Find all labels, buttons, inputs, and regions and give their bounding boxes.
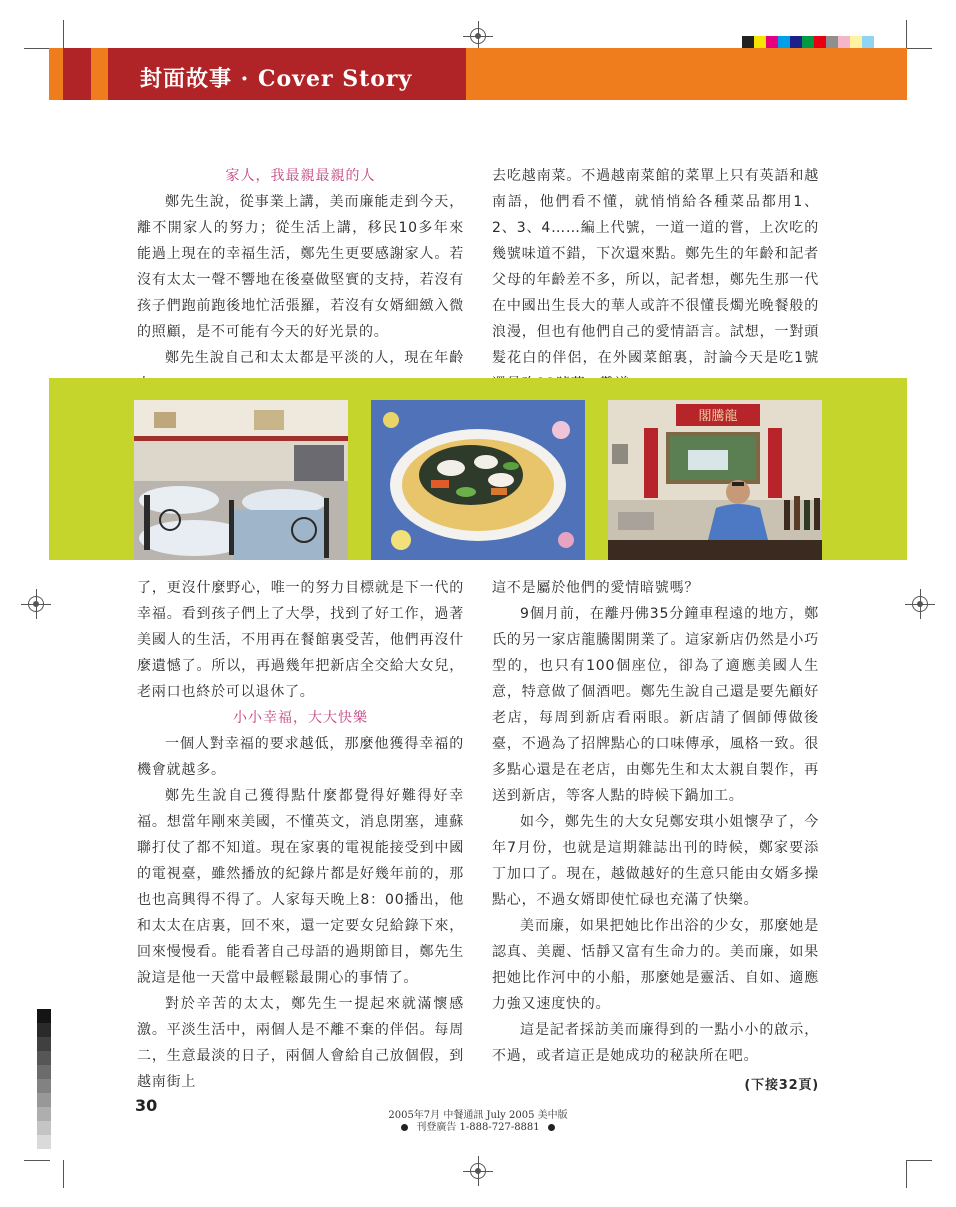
gray-swatch [37,1079,51,1093]
registration-mark-icon [28,596,44,612]
left-column-bottom [137,575,464,1095]
gray-swatch [37,1051,51,1065]
paragraph: 美而廉，如果把她比作出浴的少女，那麼她是認真、美麗、恬靜又富有生命力的。美而廉，如果把她比作河中的小船，那麼她是靈活、自如、適應力強又速度快的。 [492,918,819,1012]
color-swatch [814,36,826,48]
crop-mark [906,48,932,49]
footer-issue-info: 2005年7月 中餐通訊 July 2005 美中版 [388,1110,568,1121]
paragraph: 鄭先生說自己和太太都是平淡的人，現在年齡 [165,350,464,366]
color-swatch [778,36,790,48]
gray-swatch [37,1009,51,1023]
right-column-bottom [492,575,819,1099]
paragraph: 鄭先生說自己獲得點什麼都覺得好難得好幸福。想當年剛來美國，不懂英文，消息閉塞，連蘇聯打仗了都不知道。現在家裏的電視能接受到中國的電視臺，雖然播放的紀錄片都是好幾年前的，那也也高興得不得了。人家每天晚上8：00播出，他和太太在店裏，回不來，還一定要女兒給錄下來，回來慢慢看。能看著自己母語的過期節目，鄭先生說這是他一天當中最輕鬆最開心的事情了。 [137,788,464,986]
color-swatch [826,36,838,48]
color-swatch [790,36,802,48]
registration-mark-icon [470,28,486,44]
registration-mark-icon [470,1163,486,1179]
section-title: 封面故事 · Cover Story [140,66,413,92]
section-heading: 小小幸福，大大快樂 [233,710,368,726]
continued-note: (下接32頁) [744,1078,819,1093]
color-swatch [742,36,754,48]
color-swatch [754,36,766,48]
crop-mark [906,1160,907,1188]
color-swatch [802,36,814,48]
gray-swatch [37,1023,51,1037]
paragraph: 了，更沒什麼野心，唯一的努力目標就是下一代的幸福。看到孩子們上了大學，找到了好工作，過著美國人的生活，不用再在餐館裏受苦，他們再沒什麼遺憾了。所以，再過幾年把新店全交給大女兒，老兩口也終於可以退休了。 [137,580,464,700]
dish-photo [371,400,585,560]
paragraph: 一個人對幸福的要求越低，那麼他獲得幸福的機會就越多。 [137,736,464,778]
right-column-top [492,163,819,397]
paragraph: 9個月前，在離丹佛35分鐘車程遠的地方，鄭氏的另一家店龍騰閣開業了。這家新店仍然是小巧型的，也只有100個座位，卻為了適應美國人生意，特意做了個酒吧。鄭先生說自己還是要先顧好老店，每周到新店看兩眼。新店請了個師傅做後臺，不過為了招牌點心的口味傳承，風格一致。很多點心還是在老店，由鄭先生和太太親自製作，再送到新店，等客人點的時候下鍋加工。 [492,606,819,804]
footer-ad-line [0,1118,956,1133]
gray-swatch [37,1135,51,1149]
color-swatch [766,36,778,48]
gray-swatch [37,1037,51,1051]
crop-mark [906,20,907,48]
crop-mark [906,1160,932,1161]
owner-at-counter-photo [608,400,822,560]
paragraph: 去吃越南菜。不過越南菜館的菜單上只有英語和越南語，他們看不懂，就悄悄給各種菜品都用1、2、3、4……編上代號，一道一道的嘗，上次吃的幾號味道不錯，下次還來點。鄭先生的年齡和記者父母的年齡差不多，所以，記者想，鄭先生那一代在中國出生長大的華人或許不很懂長燭光晚餐般的浪漫，但也有他們自己的愛情語言。試想，一對頭髮花白的伴侶，在外國菜館裏，討論今天是吃1號 [492,168,819,366]
page-number: 30 [135,1096,158,1115]
paragraph: 對於辛苦的太太，鄭先生一提起來就滿懷感激。平淡生活中，兩個人是不離不棄的伴侶。每周二，生意最淡的日子，兩個人會給自己放個假，到越南街上 [137,996,464,1090]
bullet-icon [401,1124,408,1131]
crop-mark [63,20,64,48]
color-calibration-bar [742,36,874,48]
crop-mark [24,48,50,49]
footer-ad-phone: 刊登廣告 1-888-727-8881 [416,1122,540,1133]
restaurant-sign-text: 閣騰龍 [698,409,738,424]
color-swatch [838,36,850,48]
color-swatch [862,36,874,48]
bullet-icon [548,1124,555,1131]
paragraph: 這不是屬於他們的愛情暗號嗎？ [492,580,700,596]
header-accent-stripe [63,48,91,100]
restaurant-dining-room-photo [134,400,348,560]
section-heading: 家人，我最親最親的人 [225,168,376,184]
crop-mark [24,1160,50,1161]
registration-mark-icon [912,596,928,612]
gray-swatch [37,1093,51,1107]
paragraph: 鄭先生說，從事業上講，美而廉能走到今天，離不開家人的努力；從生活上講，移民10多年來能過上現在的幸福生活，鄭先生更要感謝家人。若沒有太太一聲不響地在後臺做堅實的支持，若沒有孩子們跑前跑後地忙活張羅，若沒有女婿細緻入微的照顧，是不可能有今天的好光景的。 [137,194,464,340]
crop-mark [63,1160,64,1188]
left-column-top [137,163,464,397]
color-swatch [850,36,862,48]
gray-swatch [37,1065,51,1079]
paragraph: 這是記者採訪美而廉得到的一點小小的啟示，不過，或者這正是她成功的秘訣所在吧。 [492,1022,819,1064]
paragraph: 如今，鄭先生的大女兒鄭安琪小姐懷孕了，今年7月份，也就是這期雜誌出刊的時候，鄭家要添丁加口了。現在，越做越好的生意只能由女婿多操點心，不過女婿即使忙碌也充滿了快樂。 [492,814,819,908]
